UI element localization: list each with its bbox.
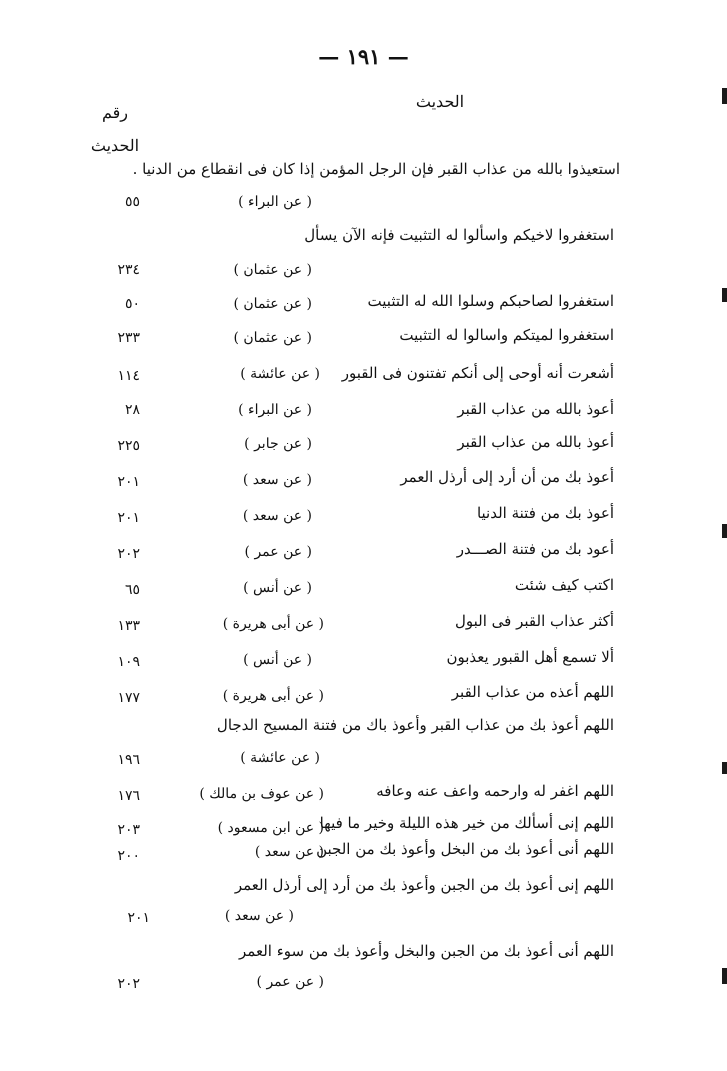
hadith-text: استغفروا لصاحبكم وسلوا الله له التثبيت (367, 292, 614, 310)
hadith-number: ١٧٧ (117, 690, 140, 706)
hadith-number: ٢٨ (124, 402, 140, 418)
hadith-source: ( عن عمر ) (244, 544, 312, 560)
hadith-source: ( عن سعد ) (242, 508, 312, 524)
hadith-source: ( عن أنس ) (243, 652, 312, 668)
scan-edge-mark (722, 288, 727, 302)
hadith-number: ٢٣٣ (117, 330, 140, 346)
hadith-source: ( عن عثمان ) (233, 262, 312, 278)
hadith-text: اكتب كيف شئت (514, 576, 614, 594)
hadith-text: أشعرت أنه أوحى إلى أنكم تفتنون فى القبور (341, 364, 614, 382)
hadith-source: ( عن أبى هريرة ) (222, 688, 324, 704)
hadith-number: ٢٢٥ (117, 438, 140, 454)
hadith-text: استغفروا لميتكم واسالوا له التثبيت (399, 326, 614, 344)
hadith-number: ٢٠١ (117, 474, 140, 490)
hadith-text: ألا تسمع أهل القبور يعذبون (446, 648, 614, 666)
hadith-number: ٢٠٣ (117, 822, 140, 838)
hadith-source: ( عن البراء ) (238, 402, 312, 418)
hadith-source: ( عن عائشة ) (240, 366, 320, 382)
hadith-source: ( عن عمر ) (256, 974, 324, 990)
hadith-text: أعود بك من فتنة الصـــدر (456, 540, 614, 558)
hadith-number: ٦٥ (124, 582, 140, 598)
hadith-source: ( عن عائشة ) (240, 750, 320, 766)
hadith-number: ١٣٣ (117, 618, 140, 634)
hadith-text: اللهم أنى أعوذ بك من البخل وأعوذ بك من الجبن (316, 840, 614, 858)
hadith-text: استغفروا لاخيكم واسألوا له التثبيت فإنه الآن يسأل (304, 226, 614, 244)
hadith-source: ( عن البراء ) (238, 194, 312, 210)
hadith-number: ١٩٦ (117, 752, 140, 768)
hadith-source: ( عن ابن مسعود ) (217, 820, 324, 836)
hadith-text: استعيذوا بالله من عذاب القبر فإن الرجل المؤمن إذا كان فى انقطاع من الدنيا . (132, 160, 620, 178)
hadith-text: اللهم إنى أسألك من خير هذه الليلة وخير ما فيها (319, 814, 614, 832)
hadith-text: أعوذ بك من أن أرد إلى أرذل العمر (400, 468, 614, 486)
hadith-number: ٢٠٢ (117, 546, 140, 562)
hadith-source: ( عن سعد ) (242, 472, 312, 488)
hadith-number: ٢٠١ (127, 910, 150, 926)
hadith-source: ( عن عثمان ) (233, 330, 312, 346)
page-number: — ١٩١ — (318, 44, 409, 69)
hadith-text: أعوذ بالله من عذاب القبر (457, 400, 614, 418)
scan-edge-mark (722, 524, 727, 538)
hadith-source: ( عن عثمان ) (233, 296, 312, 312)
column-header-number-line2: الحديث (90, 136, 140, 155)
hadith-text: أكثر عذاب القبر فى البول (454, 612, 614, 630)
hadith-text: اللهم إنى أعوذ بك من الجبن وأعوذ بك من أرد إلى أرذل العمر (234, 876, 614, 894)
hadith-text: اللهم اغفر له وارحمه واعف عنه وعافه (376, 782, 614, 800)
scan-edge-mark (722, 968, 727, 984)
hadith-number: ٢٠١ (117, 510, 140, 526)
hadith-source: ( عن سعد ) (224, 908, 294, 924)
hadith-text: أعوذ بك من فتنة الدنيا (476, 504, 614, 522)
hadith-number: ١٧٦ (117, 788, 140, 804)
column-header-number (80, 96, 150, 162)
hadith-number: ٢٠٠ (117, 848, 140, 864)
hadith-number: ٥٥ (124, 194, 140, 210)
hadith-text: اللهم أعوذ بك من عذاب القبر وأعوذ باك من فتنة المسيح الدجال (216, 716, 614, 734)
hadith-source: ( عن سعد ) (254, 844, 324, 860)
hadith-source: ( عن أبى هريرة ) (222, 616, 324, 632)
hadith-number: ٢٣٤ (117, 262, 140, 278)
hadith-number: ١١٤ (117, 368, 140, 384)
hadith-source: ( عن جابر ) (244, 436, 312, 452)
hadith-source: ( عن عوف بن مالك ) (199, 786, 324, 802)
hadith-number: ١٠٩ (117, 654, 140, 670)
scan-edge-mark (722, 88, 727, 104)
hadith-source: ( عن أنس ) (243, 580, 312, 596)
column-header-number-line1: رقم (101, 103, 129, 122)
hadith-number: ٥٠ (124, 296, 140, 312)
hadith-text: أعوذ بالله من عذاب القبر (457, 433, 614, 451)
hadith-text: اللهم أعذه من عذاب القبر (451, 683, 614, 701)
hadith-number: ٢٠٢ (117, 976, 140, 992)
column-header-hadith: الحديث (415, 92, 465, 111)
hadith-text: اللهم أنى أعوذ بك من الجبن والبخل وأعوذ بك من سوء العمر (239, 942, 614, 960)
scan-edge-mark (722, 762, 727, 774)
